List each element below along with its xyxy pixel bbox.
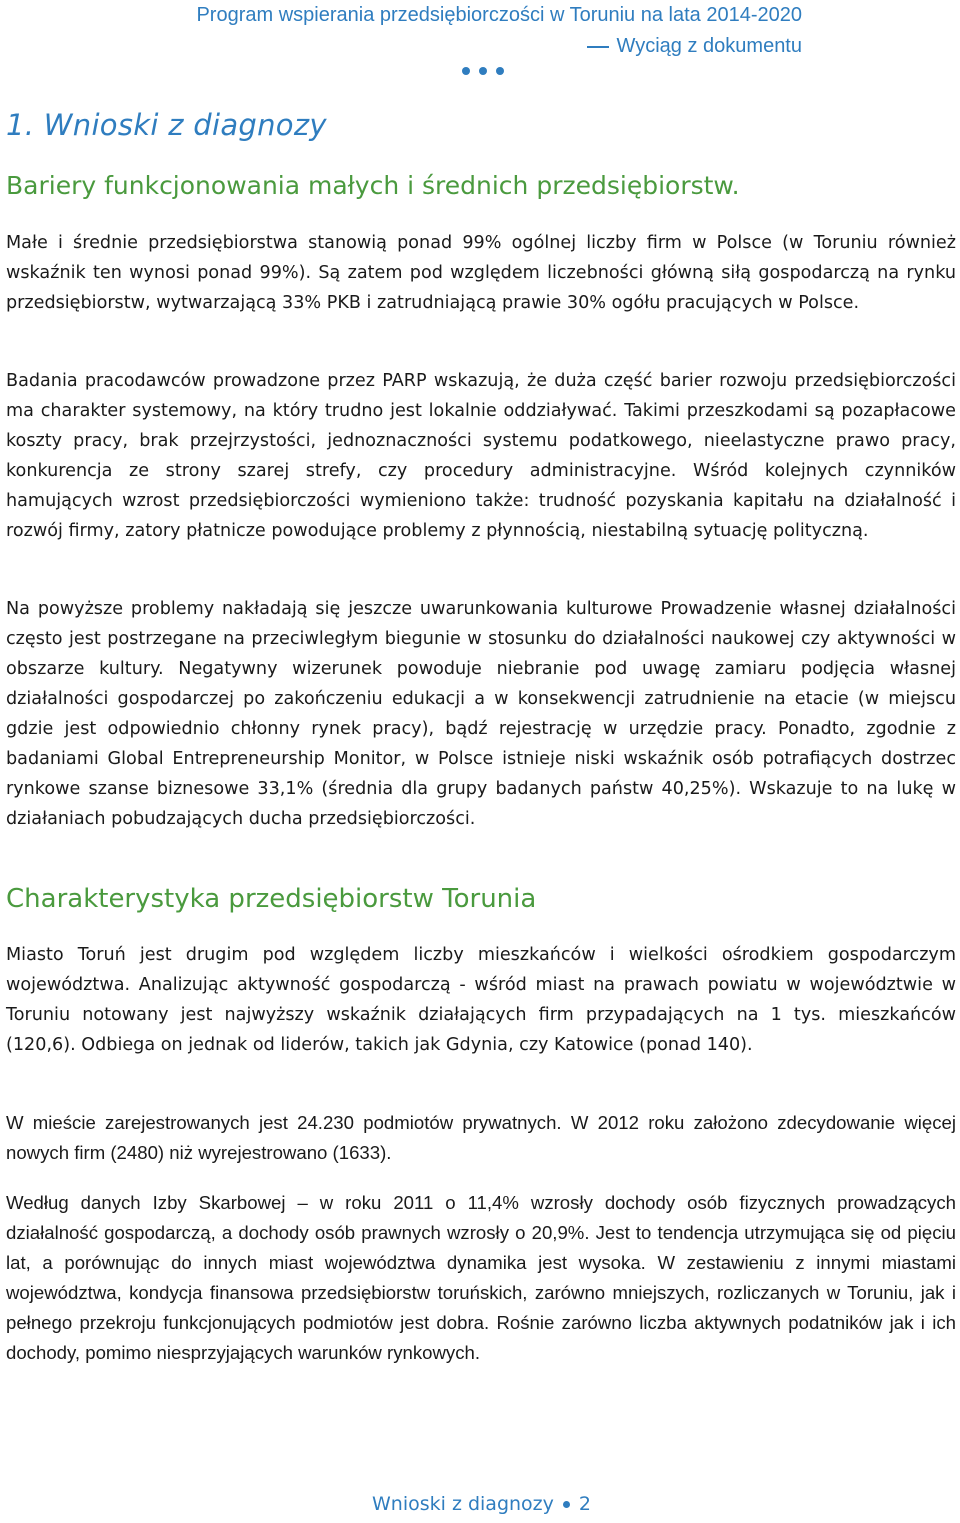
paragraph: Małe i średnie przedsiębiorstwa stanowią ponad 99% ogólnej liczby firm w Polsce (w Toruniu również wskaźnik ten wynosi ponad 99%). Są zatem pod względem liczebności główną siłą gospodarczą na rynku przedsiębiorstw, wytwarzającą 33% PKB i zatrudniającą prawie 30% ogółu pracujących w Polsce. [6, 233, 956, 313]
document-subtitle: Wyciąg z dokumentu [616, 35, 802, 57]
dash-decoration [587, 46, 609, 48]
paragraph: W mieście zarejestrowanych jest 24.230 podmiotów prywatnych. W 2012 roku założono zdecydowanie więcej nowych firm (2480) niż wyrejestrowano (1633). [6, 1112, 956, 1163]
document-title: Program wspierania przedsiębiorczości w Toruniu na lata 2014-2020 [196, 4, 802, 26]
subsection-title-characteristics: Charakterystyka przedsiębiorstw Torunia [6, 884, 537, 914]
dot [496, 67, 504, 75]
running-header [196, 0, 802, 61]
paragraph: Badania pracodawców prowadzone przez PARP wskazują, że duża część barier rozwoju przedsiębiorczości ma charakter systemowy, na który trudno jest lokalnie oddziaływać. Takimi przeszkodami są pozapłacowe koszty pracy, brak przejrzystości, jednoznaczności systemu podatkowego, nieelastyczne prawo pracy, konkurencja ze strony szarej strefy, czy procedury administracyjne. Wśród kolejnych czynników hamujących wzrost przedsiębiorczości wymieniono także: trudność pozyskania kapitału na działalność i rozwój firmy, zatory płatnicze powodujące problemy z płynnością, niestabilną sytuację polityczną. [6, 371, 956, 541]
dots-decoration [462, 67, 504, 75]
bullet-separator [563, 1501, 570, 1508]
footer-label: Wnioski z diagnozy [372, 1493, 554, 1515]
document-subtitle-line [196, 31, 802, 61]
dot [479, 67, 487, 75]
page-footer [372, 1493, 591, 1515]
paragraph: Miasto Toruń jest drugim pod względem liczby mieszkańców i wielkości ośrodkiem gospodarczym województwa. Analizując aktywność gospodarczą - wśród miast na prawach powiatu w województwie w Toruniu notowany jest najwyższy wskaźnik działających firm przypadających na 1 tys. mieszkańców (120,6). Odbiega on jednak od liderów, takich jak Gdynia, czy Katowice (ponad 140). [6, 945, 956, 1055]
paragraph: Według danych Izby Skarbowej – w roku 2011 o 11,4% wzrosły dochody osób fizycznych prowadzących działalność gospodarczą, a dochody osób prawnych wzrosły o 20,9%. Jest to tendencja utrzymująca się od pięciu lat, a porównując do innych miast województwa dynamika jest wysoka. W zestawieniu z innymi miastami województwa, kondycja finansowa przedsiębiorstw toruńskich, zarówno mniejszych, rozliczanych w Toruniu, jak i pełnego przekroju funkcjonujących podmiotów jest dobra. Rośnie zarówno liczba aktywnych podatników jak i ich dochody, pomimo niesprzyjających warunków rynkowych. [6, 1192, 956, 1363]
subsection-title-barriers: Bariery funkcjonowania małych i średnich przedsiębiorstw. [6, 171, 740, 200]
paragraph: Na powyższe problemy nakładają się jeszcze uwarunkowania kulturowe Prowadzenie własnej działalności często jest postrzegane na przeciwległym biegunie w stosunku do działalności naukowej czy aktywności w obszarze kultury. Negatywny wizerunek powoduje niebranie pod uwagę zamiaru podjęcia własnej działalności gospodarczej po zakończeniu edukacji a w konsekwencji zatrudnienie na etacie (w miejscu gdzie jest odpowiednio chłonny rynek pracy), bądź rejestrację w urzędzie pracy. Ponadto, zgodnie z badaniami Global Entrepreneurship Monitor, w Polsce istnieje niski wskaźnik osób potrafiących dostrzec rynkowe szanse biznesowe 33,1% (średnia dla grupy badanych państw 40,25%). Wskazuje to na lukę w działaniach pobudzających ducha przedsiębiorczości. [6, 599, 956, 829]
dot [462, 67, 470, 75]
page-number: 2 [578, 1493, 591, 1515]
section-title: 1. Wnioski z diagnozy [6, 108, 327, 142]
